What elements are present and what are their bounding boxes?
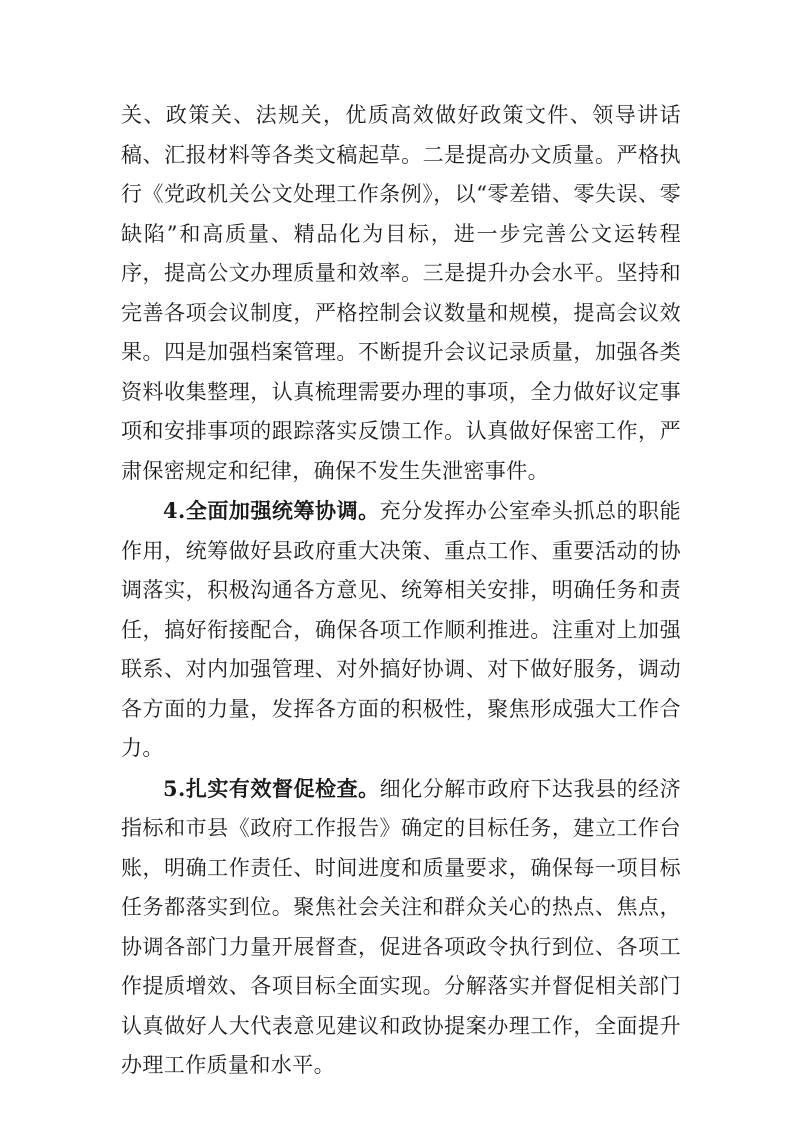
body-text (121, 96, 681, 1086)
section-heading-4: 4.全面加强统筹协调。 (163, 498, 380, 523)
paragraph-4 (121, 491, 681, 769)
paragraph-5 (121, 769, 681, 1086)
paragraph-text: 关、政策关、法规关，优质高效做好政策文件、领导讲话稿、汇报材料等各类文稿起草。二是提高办文质量。严格执行《党政机关公文处理工作条例》，以“零差错、零失误、零缺陷”和高质量、精品化为目标，进一步完善公文运转程序，提高公文办理质量和效率。三是提升办会水平。坚持和完善各项会议制度，严格控制会议数量和规模，提高会议效果。四是加强档案管理。不断提升会议记录质量，加强各类资料收集整理，认真梳理需要办理的事项，全力做好议定事项和安排事项的跟踪落实反馈工作。认真做好保密工作，严肃保密规定和纪律，确保不发生失泄密事件。 (121, 103, 681, 483)
paragraph-text: 细化分解市政府下达我县的经济指标和市县《政府工作报告》确定的目标任务，建立工作台账，明确工作责任、时间进度和质量要求，确保每一项目标任务都落实到位。聚焦社会关注和群众关心的热点、焦点，协调各部门力量开展督查，促进各项政令执行到位、各项工作提质增效、各项目标全面实现。分解落实并督促相关部门认真做好人大代表意见建议和政协提案办理工作，全面提升办理工作质量和水平。 (121, 776, 681, 1077)
paragraph-continuation (121, 96, 681, 491)
section-heading-5: 5.扎实有效督促检查。 (163, 775, 380, 801)
paragraph-text: 充分发挥办公室牵头抓总的职能作用，统筹做好县政府重大决策、重点工作、重要活动的协调落实，积极沟通各方意见、统筹相关安排，明确任务和责任，搞好衔接配合，确保各项工作顺利推进。注重对上加强联系、对内加强管理、对外搞好协调、对下做好服务，调动各方面的力量，发挥各方面的积极性，聚焦形成强大工作合力。 (121, 499, 681, 760)
